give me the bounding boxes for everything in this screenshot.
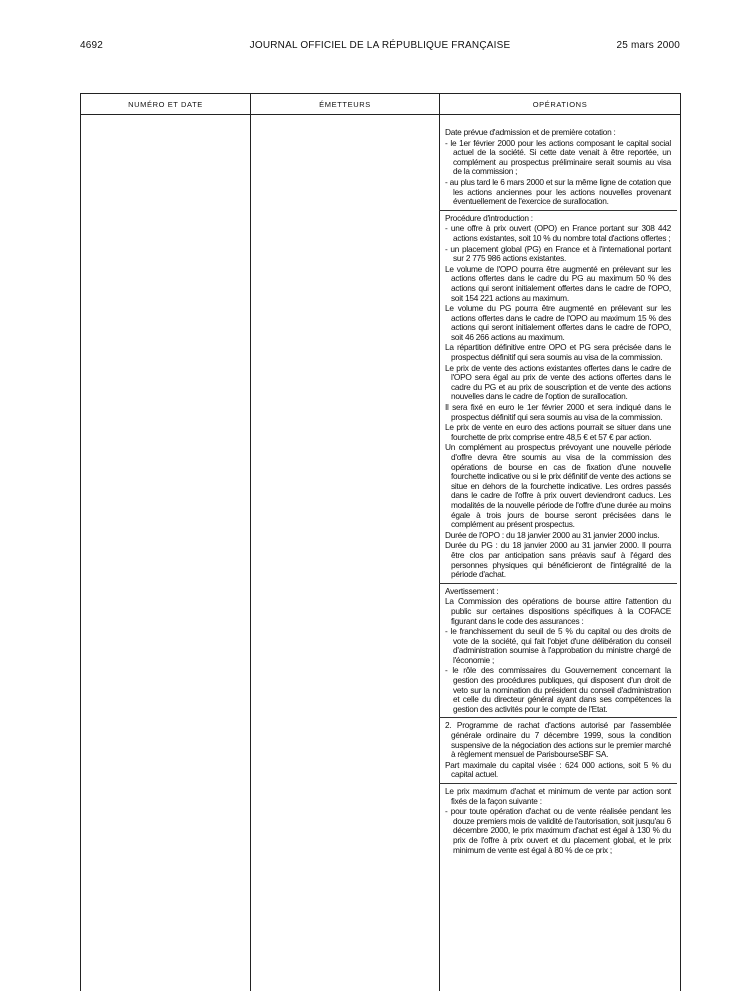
column-divider — [250, 94, 251, 991]
paragraph: Avertissement : — [445, 585, 499, 596]
paragraph: Le prix maximum d'achat et minimum de vente par action sont fixés de la façon suivante : — [445, 786, 671, 806]
list-item: - le rôle des commissaires du Gouvernement concernant la gestion des procédures publiques, qui disposent d'un droit de veto sur la nomination du président du conseil d'administration et celle du directeur général ayant dans ses compétences la gestion des activités pour le compte de l'Etat. — [445, 665, 671, 714]
paragraph: 2. Programme de rachat d'actions autorisé par l'assemblée générale ordinaire du 7 décembre 1999, sous la condition suspensive de la négociation des actions sur le premier marché à règlement mensuel de ParisbourseSBF SA. — [445, 720, 671, 760]
column-header-emetteurs: ÉMETTEURS — [319, 100, 371, 109]
paragraph: Date prévue d'admission et de première cotation : — [445, 127, 616, 137]
journal-title: JOURNAL OFFICIEL DE LA RÉPUBLIQUE FRANÇAISE — [249, 40, 511, 51]
table-header-row — [81, 94, 680, 115]
section-divider — [439, 210, 677, 211]
section-divider — [439, 583, 677, 584]
paragraph: La Commission des opérations de bourse attire l'attention du public sur certaines dispositions spécifiques à la COFACE figurant dans le code des assurances : — [445, 596, 671, 626]
list-item: - un placement global (PG) en France et à l'international portant sur 2 775 986 actions existantes. — [445, 243, 671, 264]
issue-date: 25 mars 2000 — [616, 40, 680, 51]
list-item: - au plus tard le 6 mars 2000 et sur la même ligne de cotation que les actions anciennes pour les actions nouvelles provenant éventuellement de l'exercice de surallocation. — [445, 176, 671, 207]
column-divider — [439, 94, 440, 991]
list-item: - le franchissement du seuil de 5 % du capital ou des droits de vote de la société, qui fait l'objet d'une délibération du conseil d'administration soumise à l'approbation du ministre chargé de l'économie ; — [445, 626, 671, 665]
list-item: - le 1er février 2000 pour les actions composant le capital social actuel de la société. Si cette date venait à être reportée, un complément au prospectus préliminaire serait soumis au visa de la commission ; — [445, 137, 671, 177]
section-divider — [439, 717, 677, 718]
paragraph: La répartition définitive entre OPO et PG sera précisée dans le prospectus définitif qui sera soumis au visa de la commission. — [445, 342, 671, 363]
column-header-numero: NUMÉRO ET DATE — [128, 100, 203, 109]
operations-text — [445, 128, 671, 856]
paragraph: Le prix de vente des actions existantes offertes dans le cadre de l'OPO sera égal au prix de vente des actions offertes dans le cadre du PG et au prix de souscription et de vente des actions nouvelles dans le cadre de l'option de surallocation. — [445, 362, 671, 402]
page-header — [80, 40, 680, 54]
list-item: - une offre à prix ouvert (OPO) en France portant sur 308 442 actions existantes, soit 10 % du nombre total d'actions offertes ; — [445, 223, 671, 243]
column-header-operations: OPÉRATIONS — [532, 100, 588, 109]
paragraph: Le volume du PG pourra être augmenté en prélevant sur les actions offertes dans le cadre de l'OPO au maximum 15 % des actions qui seront initialement offertes dans le cadre de l'OPO, soit 46 266 actions au maximum. — [445, 303, 671, 342]
paragraph: Procédure d'introduction : — [445, 212, 533, 223]
paragraph: Il sera fixé en euro le 1er février 2000 et sera indiqué dans le prospectus définitif qui sera soumis au visa de la commission. — [445, 402, 671, 422]
list-item: - pour toute opération d'achat ou de vente réalisée pendant les douze premiers mois de validité de l'autorisation, soit jusqu'au 6 décembre 2000, le prix maximum d'achat est égal à 130 % du prix de l'offre à prix ouvert et du placement global, et le prix minimum de vente est égal à 80 % de ce prix ; — [445, 806, 671, 855]
paragraph: Part maximale du capital visée : 624 000 actions, soit 5 % du capital actuel. — [445, 759, 671, 780]
section-divider — [439, 783, 677, 784]
paragraph: Le prix de vente en euro des actions pourrait se situer dans une fourchette de prix comprise entre 48,5 € et 57 € par action. — [445, 422, 671, 442]
paragraph: Durée du PG : du 18 janvier 2000 au 31 janvier 2000. Il pourra être clos par anticipation sans préavis sauf à l'égard des personnes physiques qui bénéficieront de l'intégralité de la période d'achat. — [445, 540, 671, 580]
paragraph: Durée de l'OPO : du 18 janvier 2000 au 31 janvier 2000 inclus. — [445, 529, 660, 540]
paragraph: Un complément au prospectus prévoyant une nouvelle période d'offre devra être soumis au visa de la commission des opérations de bourse en cas de fixation d'une nouvelle fourchette indicative ou si le prix définitif de vente des actions se situe en dehors de la fourchette indicative. Les ordres passés dans le cadre de l'offre à prix ouvert deviendront caducs. Les modalités de la nouvelle période de l'offre d'une durée au moins égale à trois jours de bourse seront précisées dans le complément au présent prospectus. — [445, 442, 671, 530]
paragraph: Le volume de l'OPO pourra être augmenté en prélevant sur les actions offertes dans le cadre du PG au maximum 50 % des actions qui seront initialement offertes dans le cadre de l'OPO, soit 154 221 actions au maximum. — [445, 263, 671, 303]
page-number: 4692 — [80, 40, 104, 51]
operations-table — [80, 93, 681, 991]
